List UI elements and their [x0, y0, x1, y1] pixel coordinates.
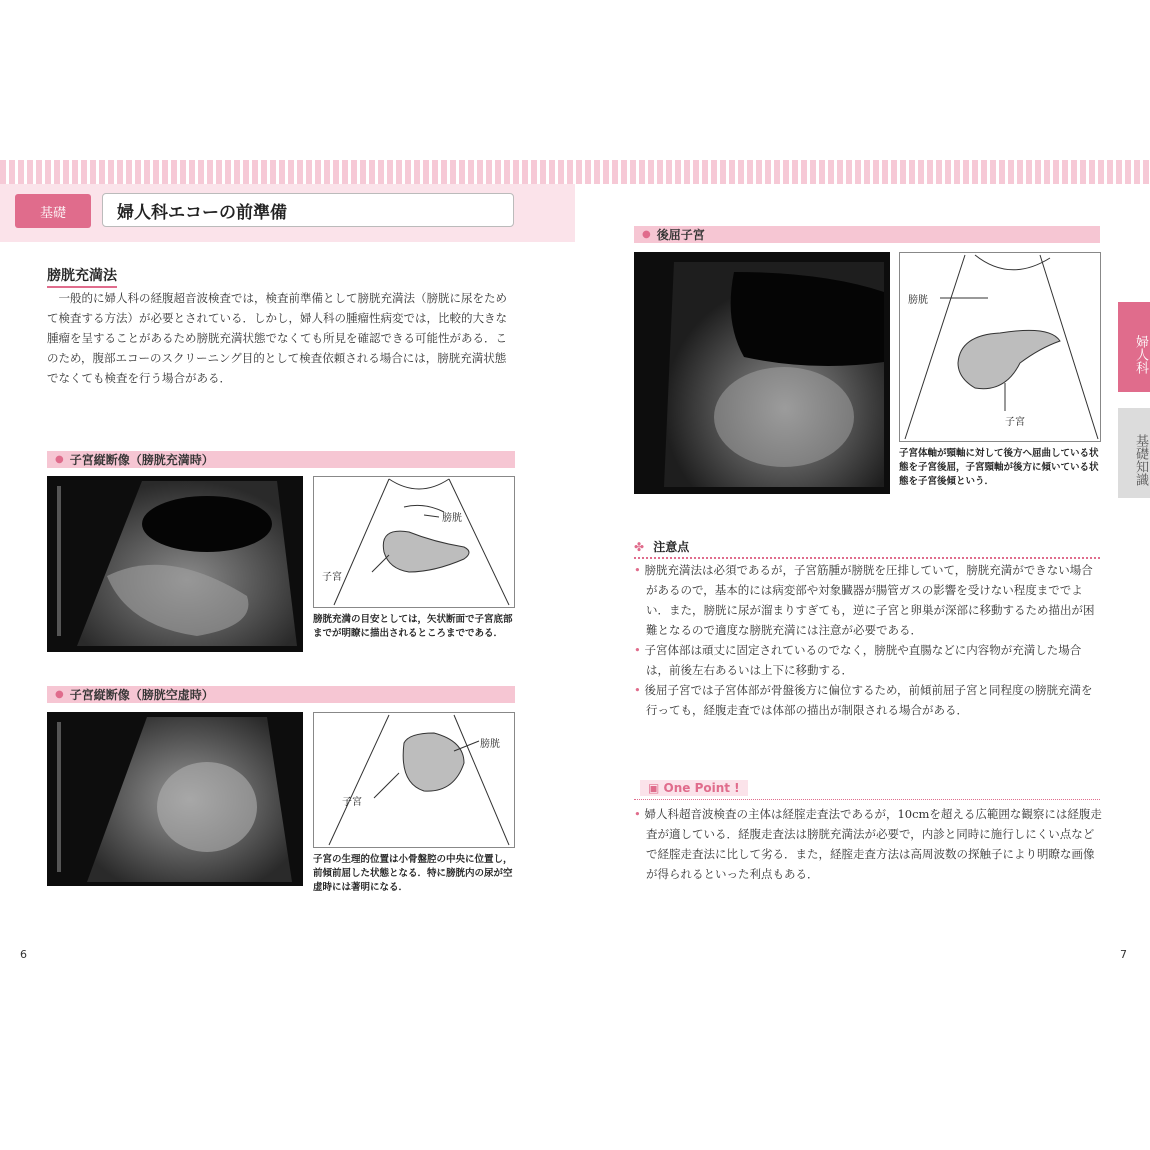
figure-caption: 子宮の生理的位置は小骨盤腔の中央に位置し，前傾前屈した状態となる．特に膀胱内の尿が空虚時には著明になる． — [313, 854, 513, 893]
label-uterus: 子宮 — [342, 797, 362, 808]
schematic-diagram — [313, 476, 515, 608]
side-tab-gynecology[interactable]: 婦人科 — [1118, 302, 1150, 392]
ultrasound-image — [47, 712, 303, 886]
onepoint-icon: ▣ — [648, 781, 664, 795]
figure-title: 子宮縦断像（膀胱充満時） — [69, 453, 214, 467]
onepoint-item: • 婦人科超音波検査の主体は経腟走査法であるが，10cmを超える広範囲な観察には経腹走査が適している．経腹走査法は膀胱充満法が必要で，内診と同時に施行しにくい点などで経腟走査法に比して劣る．また，経腟走査方法は高周波数の探触子により明瞭な画像が得られるといった利点もある． — [634, 807, 1102, 881]
label-bladder: 膀胱 — [908, 295, 928, 306]
caution-title: 注意点 — [653, 540, 690, 554]
figure-title-bar — [47, 686, 515, 703]
page-number-right: 7 — [1120, 948, 1127, 961]
bullet-icon: ● — [55, 689, 64, 700]
onepoint-title: One Point ! — [663, 781, 740, 795]
bullet-icon: ● — [55, 454, 64, 465]
label-bladder: 膀胱 — [442, 513, 462, 524]
bullet-icon: ● — [642, 229, 651, 240]
figure-caption: 子宮体軸が頸軸に対して後方へ屈曲している状態を子宮後屈，子宮頸軸が後方に傾いている状態を子宮後傾という． — [899, 448, 1099, 487]
figure-title-bar — [634, 226, 1100, 243]
page-title: 婦人科エコーの前準備 — [102, 193, 514, 227]
label-uterus: 子宮 — [322, 572, 342, 583]
side-tab-basics[interactable]: 基礎知識 — [1118, 408, 1150, 498]
onepoint-list — [634, 804, 1102, 884]
category-badge: 基礎 — [15, 194, 91, 228]
schematic-diagram — [899, 252, 1101, 442]
caution-icon: ✤ — [634, 540, 645, 554]
caution-item: • 子宮体部は頑丈に固定されているのでなく，膀胱や直腸などに内容物が充満した場合は，前後左右あるいは上下に移動する． — [634, 643, 1082, 677]
label-uterus: 子宮 — [1005, 417, 1025, 428]
page-number-left: 6 — [20, 948, 27, 961]
caution-heading — [634, 538, 1100, 559]
top-decorative-band — [0, 160, 1150, 184]
figure-title-bar — [47, 451, 515, 468]
label-bladder: 膀胱 — [480, 739, 500, 750]
schematic-diagram — [313, 712, 515, 848]
caution-item: • 後屈子宮では子宮体部が骨盤後方に偏位するため，前傾前屈子宮と同程度の膀胱充満を行っても，経腹走査では体部の描出が制限される場合がある． — [634, 683, 1093, 717]
intro-paragraph: 一般的に婦人科の経腹超音波検査では，検査前準備として膀胱充満法（膀胱に尿をためて検査する方法）が必要とされている．しかし，婦人科の腫瘤性病変では，比較的大きな腫瘤を呈することがあるため膀胱充満状態でなくても所見を確認できる可能性がある．このため，腹部エコーのスクリーニング目的として検査依頼される場合には，膀胱充満状態でなくても検査を行う場合がある． — [47, 291, 507, 385]
onepoint-heading — [640, 780, 748, 796]
section-title: 膀胱充満法 — [47, 265, 117, 288]
figure-title: 子宮縦断像（膀胱空虚時） — [69, 688, 214, 702]
figure-title: 後屈子宮 — [656, 228, 705, 242]
ultrasound-image — [47, 476, 303, 652]
caution-list — [634, 560, 1102, 720]
figure-caption: 膀胱充満の目安としては，矢状断面で子宮底部までが明瞭に描出されるところまでである． — [313, 614, 513, 639]
ultrasound-image — [634, 252, 890, 494]
caution-item: • 膀胱充満法は必須であるが，子宮筋腫が膀胱を圧排していて，膀胱充満ができない場合があるので，基本的には病変部や対象臓器が腸管ガスの影響を受けない程度まででよい．また，膀胱に尿が溜まりすぎても，逆に子宮と卵巣が深部に移動するため描出が困難となるので適度な膀胱充満には注意が必要である． — [634, 563, 1095, 637]
